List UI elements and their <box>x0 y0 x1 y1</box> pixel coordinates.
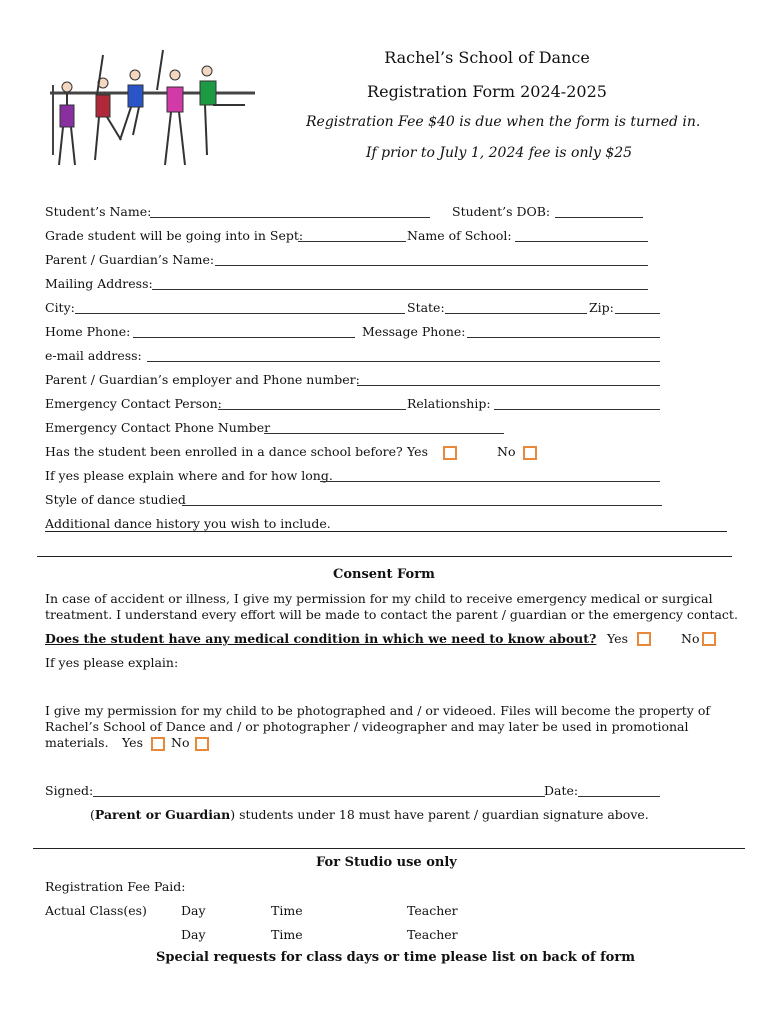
relationship-input[interactable] <box>494 409 660 410</box>
employer-input[interactable] <box>357 385 660 386</box>
form-title: Registration Form 2024-2025 <box>367 82 607 101</box>
emergency-phone-input[interactable] <box>264 433 504 434</box>
explain-input[interactable] <box>320 481 660 482</box>
teacher-label-1: Teacher <box>407 903 458 918</box>
zip-label: Zip: <box>589 300 614 315</box>
signature-input[interactable] <box>93 796 545 797</box>
state-input[interactable] <box>445 313 587 314</box>
actual-classes-label: Actual Class(es) <box>45 903 147 918</box>
photo-yes-label: Yes <box>122 735 143 750</box>
studio-title: For Studio use only <box>316 855 457 870</box>
photo-no-checkbox[interactable] <box>195 737 209 751</box>
explain-label: If yes please explain where and for how long. <box>45 468 333 483</box>
state-label: State: <box>407 300 445 315</box>
signature-note: (Parent or Guardian) students under 18 must have parent / guardian signature above. <box>90 807 649 822</box>
student-name-input[interactable] <box>150 217 430 218</box>
enrolled-yes-label: Yes <box>407 444 428 459</box>
home-phone-input[interactable] <box>133 337 355 338</box>
day-label-1: Day <box>181 903 206 918</box>
medical-yes-label: Yes <box>607 631 628 646</box>
consent-p1-line1: In case of accident or illness, I give my permission for my child to receive emergency medical or surgical <box>45 591 713 606</box>
special-requests-note: Special requests for class days or time please list on back of form <box>156 950 635 965</box>
employer-label: Parent / Guardian’s employer and Phone number: <box>45 372 360 387</box>
day-label-2: Day <box>181 927 206 942</box>
medical-no-label: No <box>681 631 700 646</box>
history-line-1[interactable] <box>45 531 727 532</box>
enrolled-no-label: No <box>497 444 516 459</box>
message-phone-label: Message Phone: <box>362 324 466 339</box>
email-label: e-mail address: <box>45 348 142 363</box>
mailing-label: Mailing Address: <box>45 276 153 291</box>
message-phone-input[interactable] <box>467 337 660 338</box>
date-input[interactable] <box>578 796 660 797</box>
photo-line3: materials. <box>45 735 109 750</box>
photo-line2: Rachel’s School of Dance and / or photographer / videographer and may later be used in promotional <box>45 719 689 734</box>
teacher-label-2: Teacher <box>407 927 458 942</box>
zip-input[interactable] <box>615 313 660 314</box>
history-line-2[interactable] <box>37 556 732 557</box>
school-name-input[interactable] <box>515 241 648 242</box>
time-label-2: Time <box>271 927 303 942</box>
medical-yes-checkbox[interactable] <box>637 632 651 646</box>
date-label: Date: <box>544 783 579 798</box>
enrolled-yes-checkbox[interactable] <box>443 446 457 460</box>
student-dob-input[interactable] <box>555 217 643 218</box>
time-label-1: Time <box>271 903 303 918</box>
history-label: Additional dance history you wish to include. <box>45 516 331 531</box>
fee-paid-label: Registration Fee Paid: <box>45 879 186 894</box>
email-input[interactable] <box>147 361 660 362</box>
consent-p1-line2: treatment. I understand every effort will be made to contact the parent / guardian or the emergency contact. <box>45 607 738 622</box>
early-fee-line: If prior to July 1, 2024 fee is only $25 <box>366 145 633 161</box>
student-name-label: Student’s Name: <box>45 204 152 219</box>
fee-line: Registration Fee $40 is due when the form is turned in. <box>306 114 701 130</box>
dancers-illustration <box>45 45 260 175</box>
photo-line1: I give my permission for my child to be photographed and / or videoed. Files will become the property of <box>45 703 710 718</box>
school-name-label: Name of School: <box>407 228 512 243</box>
mailing-input[interactable] <box>152 289 648 290</box>
city-label: City: <box>45 300 75 315</box>
style-input[interactable] <box>182 505 662 506</box>
style-label: Style of dance studied <box>45 492 186 507</box>
studio-divider <box>33 848 745 849</box>
emergency-label: Emergency Contact Person: <box>45 396 222 411</box>
student-dob-label: Student’s DOB: <box>452 204 551 219</box>
grade-input[interactable] <box>298 241 406 242</box>
medical-explain-label: If yes please explain: <box>45 655 179 670</box>
photo-no-label: No <box>171 735 190 750</box>
home-phone-label: Home Phone: <box>45 324 131 339</box>
guardian-name-input[interactable] <box>215 265 648 266</box>
school-name: Rachel’s School of Dance <box>384 48 590 67</box>
emergency-input[interactable] <box>218 409 406 410</box>
emergency-phone-label: Emergency Contact Phone Number <box>45 420 271 435</box>
enrolled-no-checkbox[interactable] <box>523 446 537 460</box>
guardian-name-label: Parent / Guardian’s Name: <box>45 252 215 267</box>
signed-label: Signed: <box>45 783 94 798</box>
grade-label: Grade student will be going into in Sept: <box>45 228 304 243</box>
photo-yes-checkbox[interactable] <box>151 737 165 751</box>
consent-title: Consent Form <box>333 567 435 582</box>
relationship-label: Relationship: <box>407 396 491 411</box>
enrolled-question: Has the student been enrolled in a dance school before? <box>45 444 403 459</box>
medical-question: Does the student have any medical condition in which we need to know about? <box>45 631 597 646</box>
city-input[interactable] <box>75 313 405 314</box>
medical-no-checkbox[interactable] <box>702 632 716 646</box>
